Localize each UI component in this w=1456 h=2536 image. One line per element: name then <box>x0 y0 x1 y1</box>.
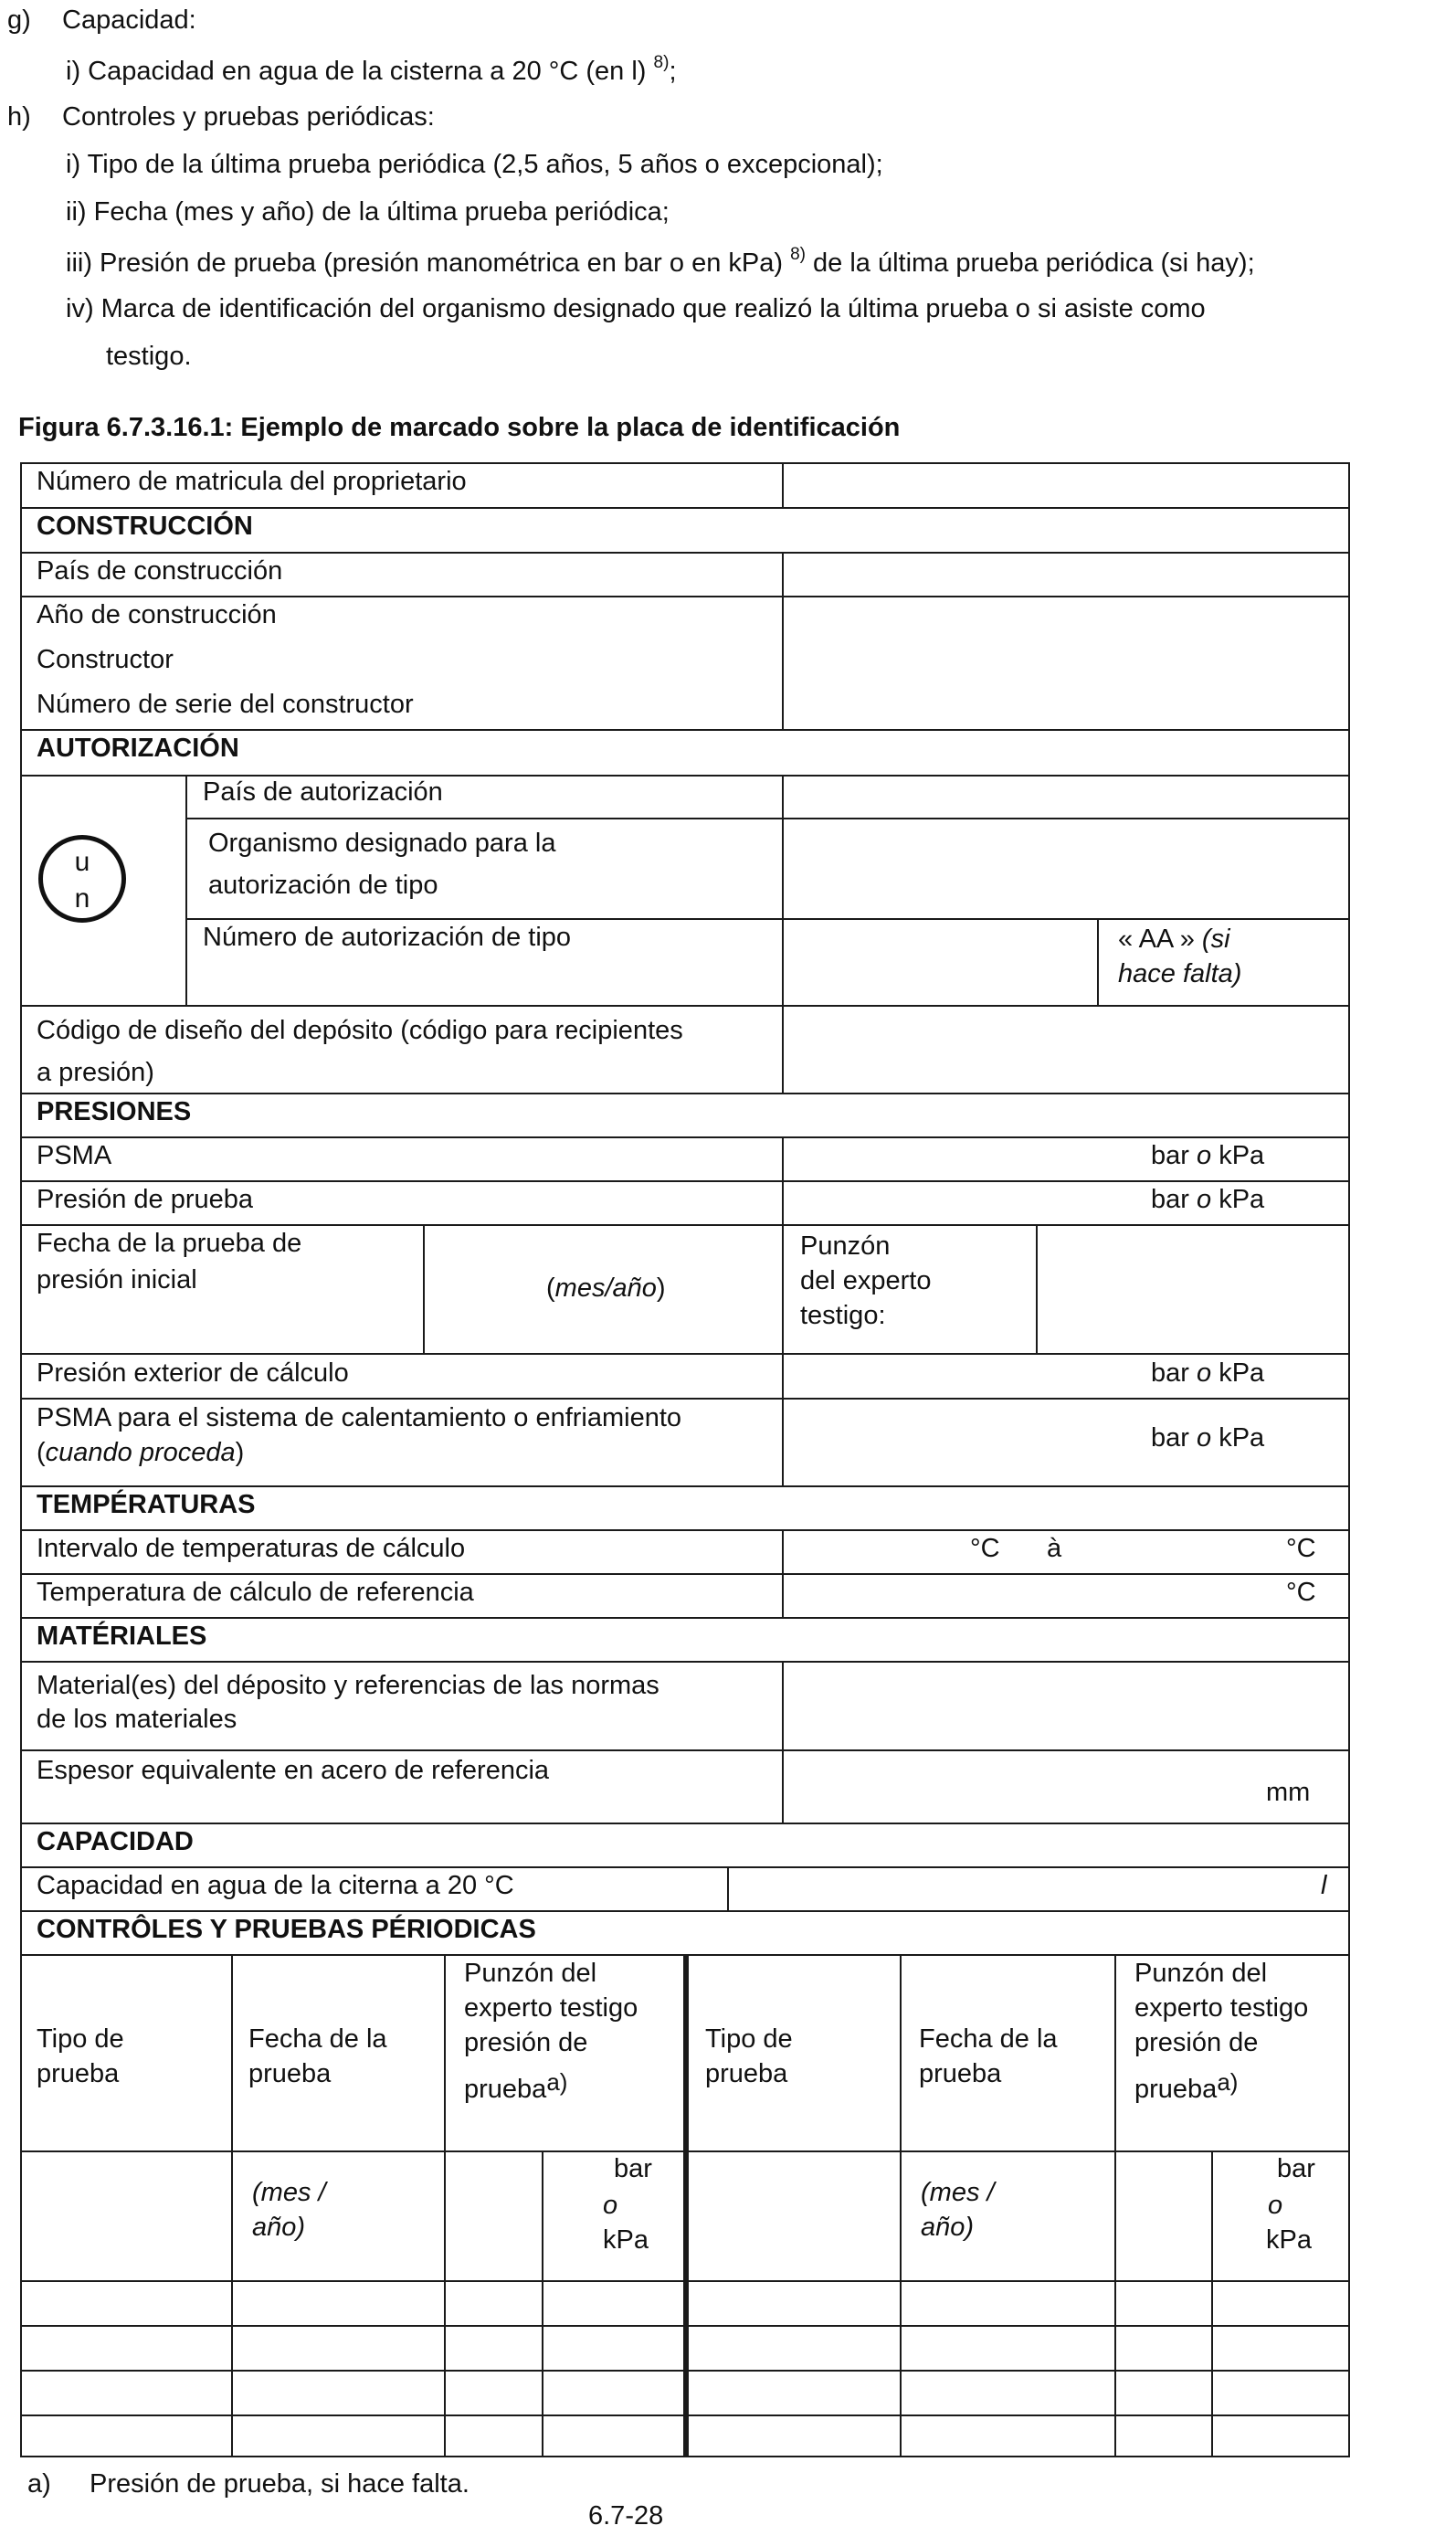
col-punzon-right-1: Punzón del <box>1134 1959 1268 1988</box>
section-presiones: PRESIONES <box>37 1097 192 1126</box>
col-fecha-left-2: prueba <box>248 2059 332 2088</box>
punzon-label-2: del experto <box>800 1266 932 1295</box>
col-tipo-right-2: prueba <box>705 2059 788 2088</box>
page-number: 6.7-28 <box>588 2501 664 2531</box>
punzon-label-3: testigo: <box>800 1301 886 1330</box>
temp-referencia-label: Temperatura de cálculo de referencia <box>37 1578 474 1607</box>
pais-construccion-label: País de construcción <box>37 556 283 586</box>
codigo-diseno-2: a presión) <box>37 1058 154 1087</box>
section-autorizacion: AUTORIZACIÓN <box>37 734 239 763</box>
capacidad-agua-label: Capacidad en agua de la citerna a 20 °C <box>37 1871 514 1900</box>
mes-hint-left-1: (mes / <box>252 2178 326 2207</box>
numero-autorizacion-label: Número de autorización de tipo <box>203 923 572 952</box>
col-punzon-left-1: Punzón del <box>464 1959 597 1988</box>
section-controles: CONTRÔLES Y PRUEBAS PÉRIODICAS <box>37 1915 536 1944</box>
col-punzon-right-3: presión de <box>1134 2028 1259 2057</box>
item-label-h: h) <box>7 102 31 132</box>
col-tipo-left-1: Tipo de <box>37 2024 124 2054</box>
intervalo-unit-to: °C <box>1286 1534 1316 1563</box>
organismo-label-1: Organismo designado para la <box>208 829 556 858</box>
footnote-text: Presión de prueba, si hace falta. <box>90 2469 470 2499</box>
owner-registration-label: Número de matricula del proprietario <box>37 467 467 496</box>
bar-right: bar <box>1277 2154 1315 2183</box>
kpa-right: kPa <box>1266 2225 1312 2255</box>
psma-sistema-unit: bar o kPa <box>1151 1423 1265 1453</box>
intervalo-separator: à <box>1047 1534 1062 1563</box>
mes-anio-hint: (mes/año) <box>546 1273 666 1303</box>
figure-caption: Figura 6.7.3.16.1: Ejemplo de marcado sobre la placa de identificación <box>18 413 901 442</box>
item-g-i: i) Capacidad en agua de la cisterna a 20 °C (en l) $^{8)}$; <box>66 53 677 86</box>
section-capacidad: CAPACIDAD <box>37 1827 194 1856</box>
col-tipo-right-1: Tipo de <box>705 2024 793 2054</box>
bar-left: bar <box>614 2154 652 2183</box>
section-temperaturas: TEMPÉRATURAS <box>37 1490 256 1519</box>
col-tipo-left-2: prueba <box>37 2059 120 2088</box>
punzon-label-1: Punzón <box>800 1231 891 1261</box>
item-text-g: Capacidad: <box>62 5 196 35</box>
codigo-diseno-1: Código de diseño del depósito (código para recipientes <box>37 1016 683 1045</box>
psma-label: PSMA <box>37 1141 112 1170</box>
mes-hint-right-1: (mes / <box>921 2178 995 2207</box>
presion-exterior-unit: bar o kPa <box>1151 1358 1265 1388</box>
anio-construccion-label: Año de construcción <box>37 600 277 629</box>
pais-autorizacion-label: País de autorización <box>203 777 443 807</box>
constructor-label: Constructor <box>37 645 174 674</box>
col-fecha-right-2: prueba <box>919 2059 1002 2088</box>
section-materiales: MATÉRIALES <box>37 1622 207 1651</box>
col-punzon-left-3: presión de <box>464 2028 588 2057</box>
fecha-inicial-label-1: Fecha de la prueba de <box>37 1229 302 1258</box>
numero-serie-label: Número de serie del constructor <box>37 690 414 719</box>
mes-hint-left-2: año) <box>252 2213 306 2242</box>
mes-hint-right-2: año) <box>921 2213 975 2242</box>
organismo-label-2: autorización de tipo <box>208 871 438 900</box>
kpa-left: kPa <box>603 2225 649 2255</box>
col-fecha-right-1: Fecha de la <box>919 2024 1058 2054</box>
col-fecha-left-1: Fecha de la <box>248 2024 387 2054</box>
col-punzon-right-4: prueba$^{a)}$ <box>1134 2068 1239 2104</box>
item-h-iv: iv) Marca de identificación del organismo designado que realizó la última prueba o si asiste como <box>66 294 1206 323</box>
psma-sistema-1: PSMA para el sistema de calentamiento o enfriamiento <box>37 1403 682 1432</box>
aa-note: « AA » (si <box>1118 925 1230 954</box>
item-h-i: i) Tipo de la última prueba periódica (2,5 años, 5 años o excepcional); <box>66 150 883 179</box>
item-h-ii: ii) Fecha (mes y año) de la última prueba periódica; <box>66 197 670 227</box>
psma-unit: bar o kPa <box>1151 1141 1265 1170</box>
un-symbol-icon: u n <box>38 835 126 923</box>
item-label-g: g) <box>7 5 31 35</box>
col-punzon-left-4: prueba$^{a)}$ <box>464 2068 568 2104</box>
col-punzon-left-2: experto testigo <box>464 1993 638 2023</box>
intervalo-unit-from: °C <box>970 1534 1000 1563</box>
presion-exterior-label: Presión exterior de cálculo <box>37 1358 349 1388</box>
capacidad-unit: l <box>1321 1871 1327 1900</box>
item-text-h: Controles y pruebas periódicas: <box>62 102 435 132</box>
o-right: o <box>1268 2191 1283 2220</box>
material-label-1: Material(es) del déposito y referencias de las normas <box>37 1671 659 1700</box>
presion-prueba-label: Presión de prueba <box>37 1185 253 1214</box>
material-label-2: de los materiales <box>37 1705 237 1734</box>
item-h-iv-cont: testigo. <box>106 342 192 371</box>
item-h-iii: iii) Presión de prueba (presión manométrica en bar o en kPa) $^{8)}$ de la última prueba periódica (si hay); <box>66 245 1255 278</box>
espesor-unit: mm <box>1266 1778 1311 1807</box>
section-construccion: CONSTRUCCIÓN <box>37 512 253 541</box>
intervalo-label: Intervalo de temperaturas de cálculo <box>37 1534 466 1563</box>
temp-referencia-unit: °C <box>1286 1578 1316 1607</box>
fecha-inicial-label-2: presión inicial <box>37 1265 197 1294</box>
espesor-label: Espesor equivalente en acero de referencia <box>37 1756 550 1785</box>
col-punzon-right-2: experto testigo <box>1134 1993 1309 2023</box>
psma-sistema-2: (cuando proceda) <box>37 1438 245 1467</box>
aa-note-cont: hace falta) <box>1118 959 1242 988</box>
footnote-label: a) <box>27 2469 51 2499</box>
presion-prueba-unit: bar o kPa <box>1151 1185 1265 1214</box>
o-left: o <box>603 2191 618 2220</box>
